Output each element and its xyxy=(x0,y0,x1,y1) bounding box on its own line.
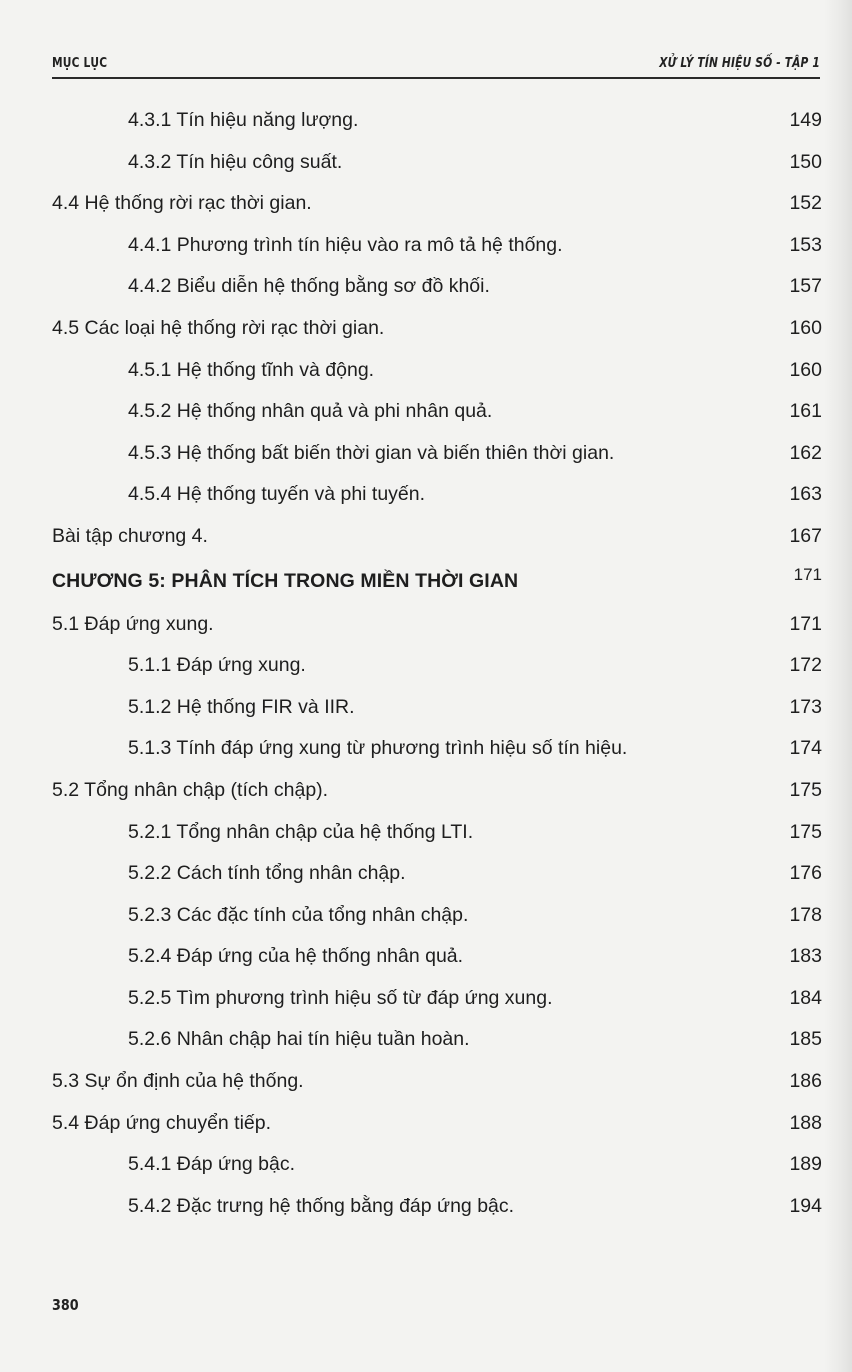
toc-subsection-entry xyxy=(52,350,822,392)
toc-entry-title: 5.1 Đáp ứng xung. xyxy=(52,612,214,635)
toc-section-entry xyxy=(52,770,822,812)
toc-entry-page: 153 xyxy=(789,233,822,256)
toc-entry-title: 5.4 Đáp ứng chuyển tiếp. xyxy=(52,1111,272,1134)
toc-entry-page: 157 xyxy=(789,275,822,298)
toc-section-entry xyxy=(52,1061,822,1103)
toc-section-entry xyxy=(52,183,822,225)
toc-entry-title: 5.1.1 Đáp ứng xung. xyxy=(128,654,306,677)
toc-entry-page: 162 xyxy=(789,441,822,464)
toc-subsection-entry xyxy=(52,1144,822,1186)
toc-entry-title: 4.3.2 Tín hiệu công suất. xyxy=(128,150,343,173)
toc-entry-title: 5.1.2 Hệ thống FIR và IIR. xyxy=(128,695,355,718)
toc-entry-page: 161 xyxy=(789,400,822,423)
toc-subsection-entry xyxy=(52,687,822,729)
toc-subsection-entry xyxy=(52,225,822,267)
toc-entry-page: 194 xyxy=(789,1194,822,1217)
toc-subsection-entry xyxy=(52,728,822,770)
toc-entry-title: 4.5.1 Hệ thống tĩnh và động. xyxy=(128,358,375,381)
toc-entry-page: 175 xyxy=(789,778,822,801)
toc-entry-title: 5.4.2 Đặc trưng hệ thống bằng đáp ứng bậc. xyxy=(128,1194,515,1217)
header-rule xyxy=(52,77,820,79)
toc-entry-page: 160 xyxy=(789,316,822,339)
toc-entry-title: 5.3 Sự ổn định của hệ thống. xyxy=(52,1070,304,1093)
toc-entry-page: 171 xyxy=(789,612,822,635)
toc-subsection-entry xyxy=(52,142,822,184)
toc-entry-page: 176 xyxy=(789,862,822,885)
toc-section-entry xyxy=(52,1103,822,1145)
toc-entry-page: 185 xyxy=(789,1028,822,1051)
toc-entry-page: 186 xyxy=(789,1070,822,1093)
toc-entry-page: 150 xyxy=(789,150,822,173)
toc-subsection-entry xyxy=(52,812,822,854)
toc-subsection-entry xyxy=(52,853,822,895)
toc-entry-title: 4.5.4 Hệ thống tuyến và phi tuyến. xyxy=(128,483,426,506)
toc-entry-title: 5.2 Tổng nhân chập (tích chập). xyxy=(52,778,329,801)
toc-entry-title: 4.4.1 Phương trình tín hiệu vào ra mô tả hệ thống. xyxy=(128,233,563,256)
toc-subsection-entry xyxy=(52,978,822,1020)
toc-entry-page: 175 xyxy=(789,820,822,843)
toc-subsection-entry xyxy=(52,936,822,978)
toc-entry-title: 5.2.5 Tìm phương trình hiệu số từ đáp ứng xung. xyxy=(128,986,553,1009)
header-section-title: MỤC LỤC xyxy=(52,56,108,71)
toc-entry-page: 173 xyxy=(789,695,822,718)
toc-subsection-entry xyxy=(52,266,822,308)
toc-entry-title: 4.5.3 Hệ thống bất biến thời gian và biến thiên thời gian. xyxy=(128,441,615,464)
toc-entry-title: 5.2.3 Các đặc tính của tổng nhân chập. xyxy=(128,903,469,926)
toc-entry-page: 149 xyxy=(789,109,822,131)
toc-entry-page: 174 xyxy=(789,737,822,760)
toc-entry-title: 5.2.6 Nhân chập hai tín hiệu tuần hoàn. xyxy=(128,1028,470,1051)
page-edge-shadow xyxy=(824,0,852,1372)
running-header xyxy=(52,50,820,80)
toc-entry-page: 171 xyxy=(793,564,822,584)
toc-entry-page: 163 xyxy=(789,483,822,506)
toc-entry-title: 4.4.2 Biểu diễn hệ thống bằng sơ đồ khối. xyxy=(128,275,490,298)
toc-entry-title: 4.5 Các loại hệ thống rời rạc thời gian. xyxy=(52,316,385,339)
toc-entry-page: 184 xyxy=(789,986,822,1009)
toc-section-entry xyxy=(52,308,822,350)
toc-subsection-entry xyxy=(52,100,822,142)
toc-entry-title: 5.2.2 Cách tính tổng nhân chập. xyxy=(128,862,406,885)
toc-subsection-entry xyxy=(52,1019,822,1061)
toc-entry-page: 167 xyxy=(789,524,822,547)
toc-entry-page: 183 xyxy=(789,945,822,968)
toc-entry-page: 188 xyxy=(789,1111,822,1134)
toc-entry-title: 5.2.4 Đáp ứng của hệ thống nhân quả. xyxy=(128,945,464,968)
toc-subsection-entry xyxy=(52,1186,822,1228)
toc-entry-page: 152 xyxy=(789,192,822,215)
toc-entry-title: 5.2.1 Tổng nhân chập của hệ thống LTI. xyxy=(128,820,474,843)
toc-entry-title: 5.1.3 Tính đáp ứng xung từ phương trình hiệu số tín hiệu. xyxy=(128,737,628,760)
toc-subsection-entry xyxy=(52,474,822,516)
toc-chapter-heading xyxy=(52,558,822,604)
toc-entry-title: CHƯƠNG 5: PHÂN TÍCH TRONG MIỀN THỜI GIAN xyxy=(52,569,519,592)
page-number: 380 xyxy=(52,1296,79,1314)
header-book-title: XỬ LÝ TÍN HIỆU SỐ - TẬP 1 xyxy=(659,56,820,71)
toc-entry-title: 4.4 Hệ thống rời rạc thời gian. xyxy=(52,192,312,215)
toc-entry-page: 172 xyxy=(789,654,822,677)
toc-entry-title: Bài tập chương 4. xyxy=(52,524,208,547)
toc-section-entry xyxy=(52,516,822,558)
toc-entry-title: 4.5.2 Hệ thống nhân quả và phi nhân quả. xyxy=(128,400,493,423)
toc-entry-title: 5.4.1 Đáp ứng bậc. xyxy=(128,1153,295,1176)
toc-entry-title: 4.3.1 Tín hiệu năng lượng. xyxy=(128,109,359,131)
toc-subsection-entry xyxy=(52,391,822,433)
toc-entry-page: 178 xyxy=(789,903,822,926)
table-of-contents xyxy=(52,100,822,1227)
toc-subsection-entry xyxy=(52,433,822,475)
toc-subsection-entry xyxy=(52,895,822,937)
toc-section-entry xyxy=(52,604,822,646)
toc-entry-page: 189 xyxy=(789,1153,822,1176)
toc-entry-page: 160 xyxy=(789,358,822,381)
toc-subsection-entry xyxy=(52,645,822,687)
